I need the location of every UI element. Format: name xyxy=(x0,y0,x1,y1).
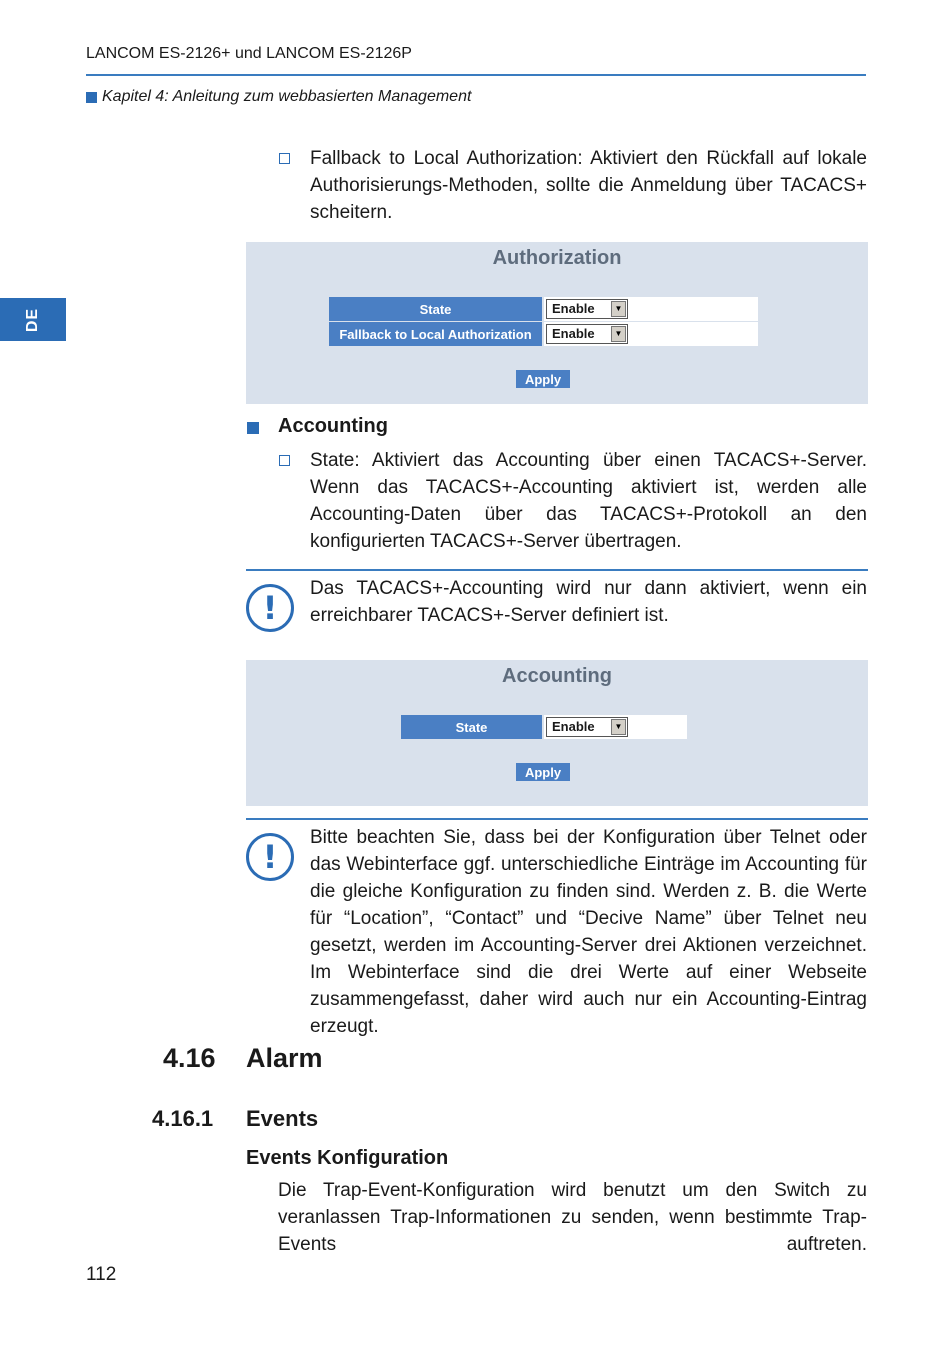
checkbox-bullet-icon xyxy=(279,153,290,164)
accounting-state-select-value: Enable xyxy=(552,719,595,734)
page-number: 112 xyxy=(86,1264,117,1285)
accounting-panel-title: Accounting xyxy=(502,665,612,687)
chevron-down-icon[interactable]: ▼ xyxy=(611,301,626,317)
language-tab-label: DE xyxy=(23,307,41,332)
checkbox-bullet-icon xyxy=(279,455,290,466)
fallback-select[interactable] xyxy=(546,324,628,344)
header-rule xyxy=(86,74,866,76)
section-title: Alarm xyxy=(246,1043,323,1073)
fallback-value-cell xyxy=(544,322,758,346)
accounting-state-select[interactable] xyxy=(546,717,628,737)
running-header-chapter xyxy=(86,88,471,106)
authorization-panel-title: Authorization xyxy=(492,247,622,269)
events-text: Die Trap-Event-Konfiguration wird benutzt um den Switch zu veranlassen Trap-Informationen zu senden, wenn bestimmte Trap-Events auftreten. xyxy=(278,1180,867,1255)
section-number: 4.16 xyxy=(163,1043,216,1073)
subsubsection-title: Events Konfiguration xyxy=(246,1147,449,1169)
accounting-heading: Accounting xyxy=(278,415,388,437)
fallback-select-value: Enable xyxy=(552,326,595,341)
subsection-number: 4.16.1 xyxy=(152,1106,214,1131)
accounting-state-value-cell xyxy=(544,715,687,739)
accounting-state-label: State xyxy=(401,715,542,739)
language-tab xyxy=(0,298,66,341)
note-1-text: Das TACACS+-Accounting wird nur dann aktiviert, wenn ein erreichbarer TACACS+-Server definiert ist. xyxy=(310,578,867,626)
accounting-panel xyxy=(246,660,868,806)
exclamation-icon: ! xyxy=(246,833,294,881)
state-value-cell xyxy=(544,297,758,321)
square-bullet-icon xyxy=(247,422,259,434)
state-item-text: State: Aktiviert das Accounting über einen TACACS+-Server. Wenn das TACACS+-Accounting aktiviert ist, werden alle Accounting-Daten über das TACACS+-Protokoll an den konfigurierten TACACS+-Server übertragen. xyxy=(310,450,867,552)
state-label: State xyxy=(329,297,542,321)
state-select-value: Enable xyxy=(552,301,595,316)
square-bullet-icon xyxy=(86,92,97,103)
authorization-panel xyxy=(246,242,868,404)
chevron-down-icon[interactable]: ▼ xyxy=(611,719,626,735)
note-rule xyxy=(246,569,868,571)
note-2-text: Bitte beachten Sie, dass bei der Konfiguration über Telnet oder das Webinterface ggf. unterschiedliche Einträge im Accounting für die gleiche Konfiguration zu finden sind. Werden z. B. die Werte für “Location”, “Contact” und “Decive Name” über Telnet neu gesetzt, werden im Accounting-Server drei Aktionen verzeichnet. Im Webinterface sind die drei Werte auf einer Webseite zusammengefasst, daher wird auch nur ein Accounting-Eintrag erzeugt. xyxy=(310,827,867,1037)
chevron-down-icon[interactable]: ▼ xyxy=(611,326,626,342)
note-rule xyxy=(246,818,868,820)
accounting-apply-button[interactable]: Apply xyxy=(516,763,570,781)
fallback-item-text: Fallback to Local Authorization: Aktiviert den Rückfall auf lokale Authorisierungs-Methoden, sollte die Anmeldung über TACACS+ scheitern. xyxy=(310,148,867,223)
exclamation-icon: ! xyxy=(246,584,294,632)
subsection-title: Events xyxy=(246,1106,319,1131)
chapter-label: Kapitel 4: Anleitung zum webbasierten Management xyxy=(102,88,472,105)
running-header-title: LANCOM ES-2126+ und LANCOM ES-2126P xyxy=(86,45,412,62)
state-select[interactable] xyxy=(546,299,628,319)
authorization-apply-button[interactable]: Apply xyxy=(516,370,570,388)
fallback-label: Fallback to Local Authorization xyxy=(329,322,542,346)
